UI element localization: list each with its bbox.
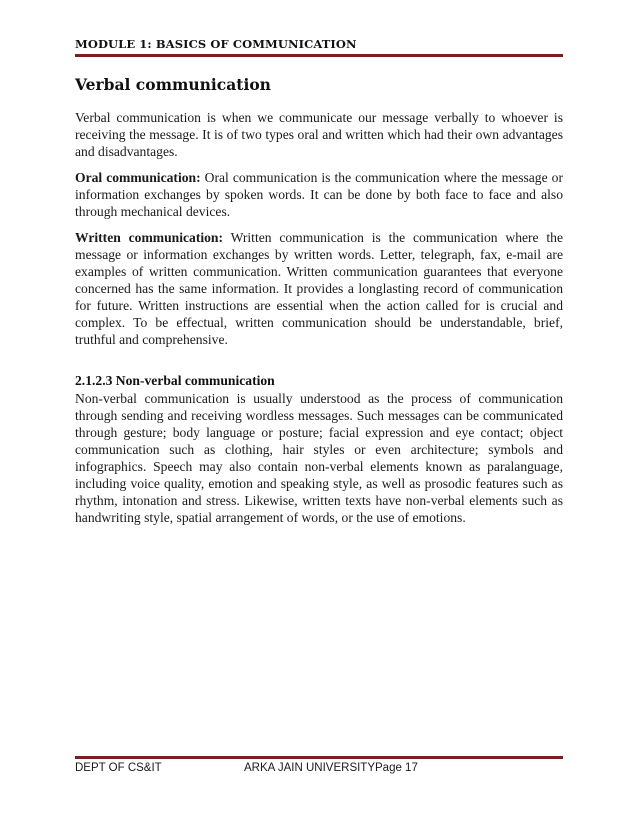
footer-dept: DEPT OF CS&IT xyxy=(75,762,162,774)
section-heading: Verbal communication xyxy=(75,75,271,94)
written-label: Written communication: xyxy=(75,230,224,245)
header-title: MODULE 1: BASICS OF COMMUNICATION xyxy=(75,37,357,51)
oral-paragraph xyxy=(75,169,563,220)
written-paragraph xyxy=(75,229,563,348)
footer-university-page: ARKA JAIN UNIVERSITYPage 17 xyxy=(244,762,418,774)
oral-text: Oral communication is the communication where the message or information exchanges by spoken words. It can be done by both face to face and also through mechanical devices. xyxy=(75,170,563,219)
nonverbal-heading: 2.1.2.3 Non-verbal communication xyxy=(75,373,275,388)
intro-paragraph: Verbal communication is when we communicate our message verbally to whoever is receiving the message. It is of two types oral and written which had their own advantages and disadvantages. xyxy=(75,110,563,159)
nonverbal-paragraph: Non-verbal communication is usually understood as the process of communication through sending and receiving wordless messages. Such messages can be communicated through gesture; body language or posture; facial expression and eye contact; object communication such as clothing, hair styles or even architecture; symbols and infographics. Speech may also contain non-verbal elements known as paralanguage, including voice quality, emotion and speaking style, as well as prosodic features such as rhythm, intonation and stress. Likewise, written texts have non-verbal elements such as handwriting style, spatial arrangement of words, or the use of emotions. xyxy=(75,391,563,525)
header-divider xyxy=(75,54,563,57)
oral-label: Oral communication: xyxy=(75,170,201,185)
written-text: Written communication is the communication where the message or information exchanges by written words. Letter, telegraph, fax, e-mail are examples of written communication. Written communication guarantees that everyone concerned has the same information. It provides a longlasting record of communication for future. Written instructions are essential when the action called for is crucial and complex. To be effectual, written communication should be understandable, brief, truthful and comprehensive. xyxy=(75,230,563,347)
footer-divider xyxy=(75,756,563,759)
